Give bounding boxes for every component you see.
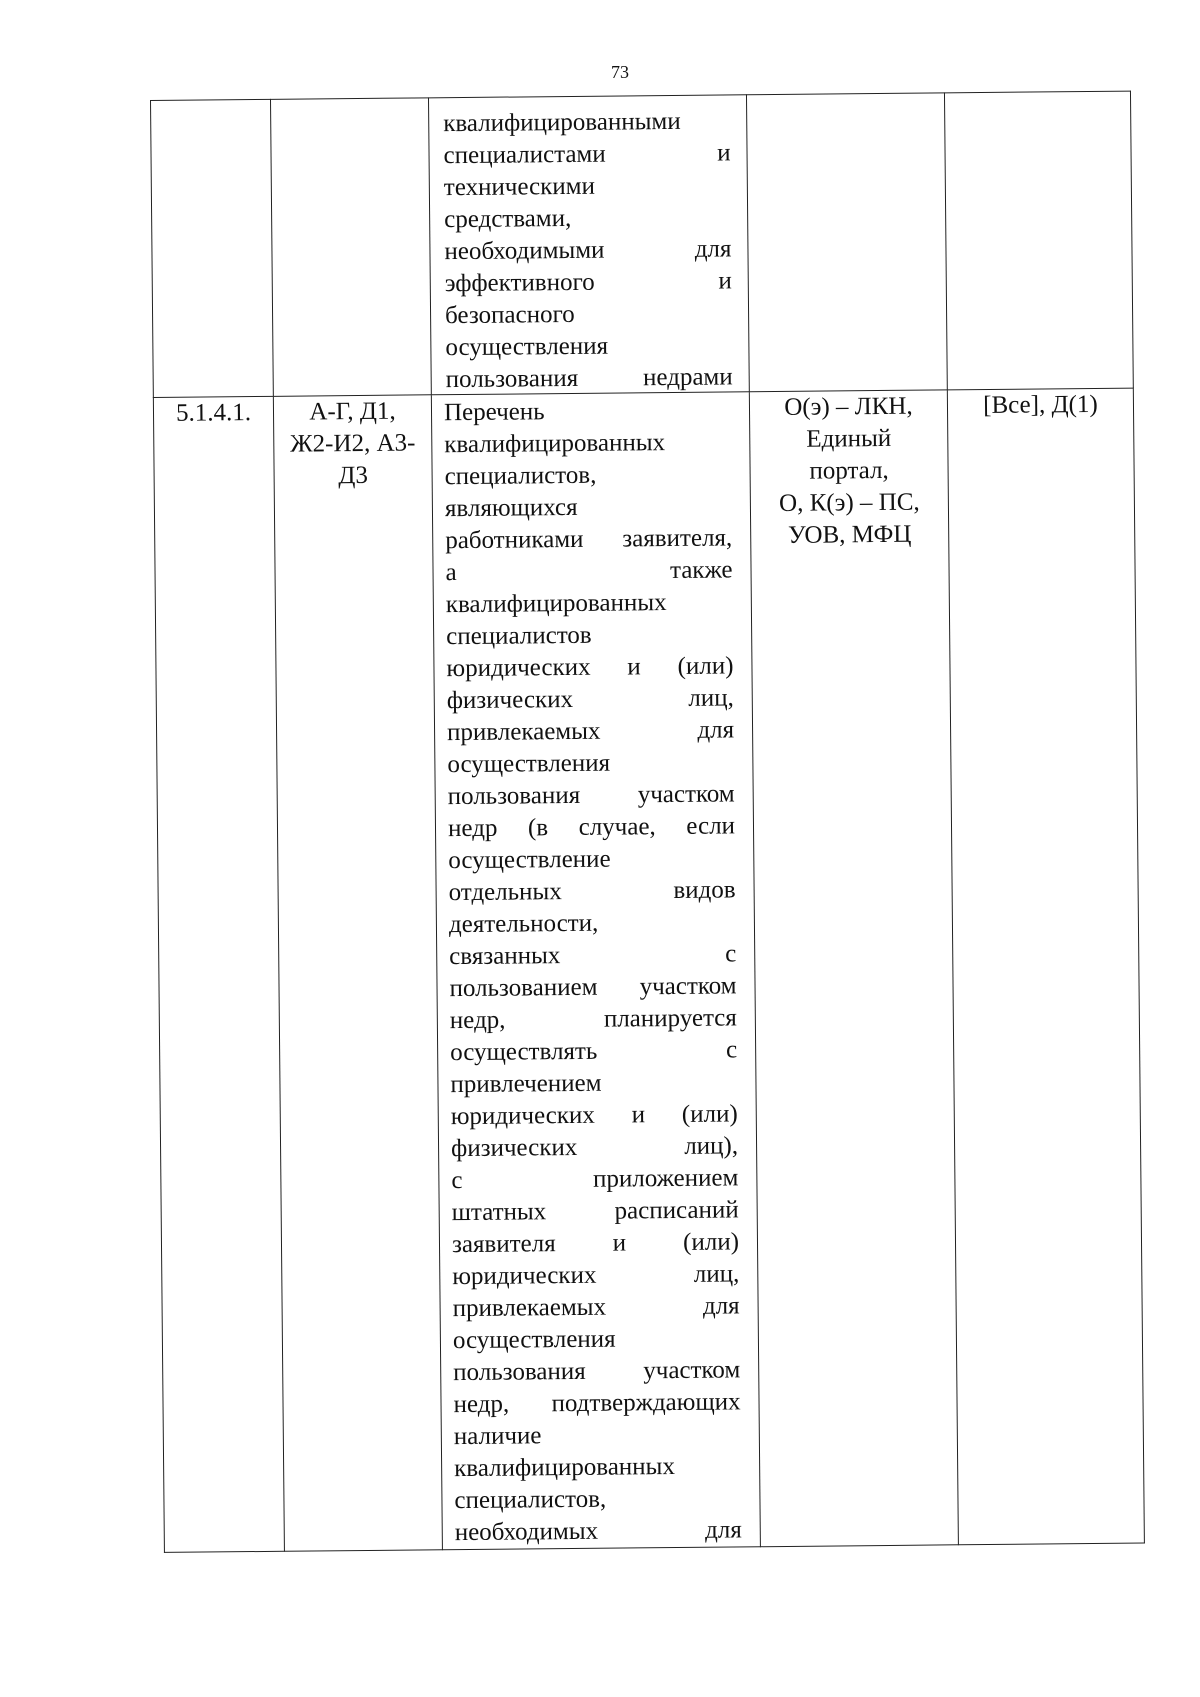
description-line: техническими (443, 172, 596, 202)
description-line: привлекаемых для (452, 1292, 740, 1323)
page-number: 73 (611, 62, 629, 82)
description-line: связанных с (449, 940, 737, 971)
description-line: заявителя и (или) (451, 1228, 740, 1259)
method-line: Единый (806, 424, 892, 453)
description-line: привлечением (450, 1069, 602, 1099)
description-line: Перечень (443, 398, 545, 427)
description-line: с приложением (451, 1164, 739, 1195)
description-line: физических лиц, (446, 684, 734, 715)
description-line: осуществления (447, 749, 611, 779)
description-line: необходимыми для (444, 235, 732, 266)
letters-line: Ж2-И2, А3- (290, 429, 416, 458)
description-line: отдельных видов (448, 876, 736, 907)
cell-description-continuation (428, 95, 749, 395)
cell-letters-continuation (270, 98, 431, 397)
description-line: квалифицированных (444, 429, 666, 459)
description-line: юридических и (или) (446, 652, 734, 683)
table-row-continuation (151, 91, 1134, 397)
cell-code: 5.1.4.1. (153, 396, 284, 1552)
description-line: специалистов, (454, 1485, 607, 1515)
description-line: необходимых для (454, 1516, 742, 1547)
description-line: квалифицированными (443, 107, 681, 138)
description-line: работниками заявителя, (445, 524, 733, 555)
letters-line: А-Г, Д1, (309, 397, 396, 426)
cell-description (431, 392, 760, 1550)
description-line: специалистов, (444, 461, 597, 491)
description-line: осуществление (448, 845, 611, 875)
description-line: являющихся (444, 493, 578, 523)
method-line: УОВ, МФЦ (787, 520, 912, 549)
description-line: квалифицированных (454, 1453, 676, 1483)
method-line: портал, (809, 456, 889, 485)
description-line: пользования недрами (445, 363, 733, 394)
description-line: деятельности, (448, 909, 599, 939)
description-line: пользованием участком (449, 972, 737, 1003)
cell-status: [Все], Д(1) (947, 388, 1144, 1545)
cell-method (749, 390, 958, 1547)
description-line: квалифицированных (445, 589, 667, 619)
cell-code-continuation (151, 99, 274, 397)
description-line: осуществлять с (450, 1036, 738, 1067)
description-line: недр, планируется (449, 1004, 737, 1035)
cell-letters (273, 395, 442, 1551)
description-line: а также (445, 556, 733, 587)
requirements-table-wrapper (150, 91, 1144, 1553)
description-text (432, 392, 760, 1549)
description-line: специалистов (446, 621, 592, 651)
description-line: физических лиц), (450, 1132, 739, 1163)
cell-status-continuation (944, 91, 1133, 390)
cell-method-continuation (746, 93, 947, 392)
description-line: осуществления (445, 332, 609, 362)
description-line: специалистами и (443, 139, 731, 170)
description-line: юридических лиц, (452, 1260, 740, 1291)
description-line: наличие (453, 1422, 542, 1451)
description-line: пользования участком (447, 780, 735, 811)
description-line: пользования участком (453, 1356, 741, 1387)
description-line: осуществления (452, 1325, 616, 1355)
description-line: средствами, (444, 204, 572, 234)
description-line: недр (в случае, если (447, 812, 736, 843)
letters-line: Д3 (338, 461, 369, 490)
description-continuation-text (429, 95, 749, 394)
method-line: О, К(э) – ПС, (778, 488, 920, 517)
description-line: юридических и (или) (450, 1100, 738, 1131)
description-line: безопасного (444, 300, 575, 330)
description-line: привлекаемых для (446, 716, 735, 747)
method-line: О(э) – ЛКН, (784, 392, 913, 421)
requirements-table (150, 91, 1145, 1553)
table-row-5-1-4-1 (153, 388, 1144, 1552)
description-line: штатных расписаний (451, 1196, 739, 1227)
description-line: эффективного и (444, 267, 732, 298)
description-line: недр, подтверждающих (453, 1388, 741, 1419)
